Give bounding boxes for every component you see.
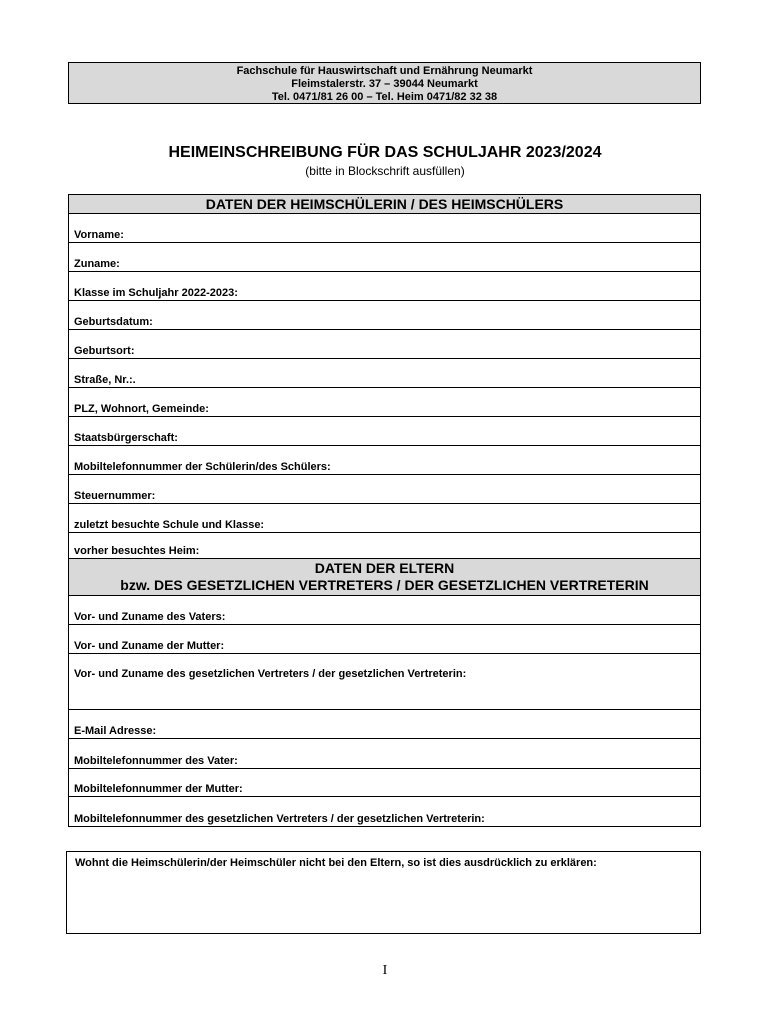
field-label: Vor- und Zuname des Vaters:: [74, 611, 226, 623]
section-student-heading: DATEN DER HEIMSCHÜLERIN / DES HEIMSCHÜLERS: [69, 195, 700, 214]
field-label: Staatsbürgerschaft:: [74, 432, 178, 444]
field-label: Vor- und Zuname der Mutter:: [74, 640, 225, 652]
section-parents-heading-line1: DATEN DER ELTERN: [314, 560, 455, 576]
field-last-name[interactable]: [69, 243, 700, 272]
field-father-name[interactable]: [69, 596, 700, 625]
field-label: Mobiltelefonnummer der Schülerin/des Schülers:: [74, 461, 331, 473]
field-email[interactable]: [69, 710, 700, 739]
field-birth-date[interactable]: [69, 301, 700, 330]
field-label: PLZ, Wohnort, Gemeinde:: [74, 403, 209, 415]
registration-form: [68, 194, 701, 827]
field-first-name[interactable]: [69, 214, 700, 243]
field-father-mobile[interactable]: [69, 739, 700, 769]
page-number: I: [382, 963, 388, 978]
field-label: Geburtsdatum:: [74, 316, 153, 328]
field-street[interactable]: [69, 359, 700, 388]
school-name: Fachschule für Hauswirtschaft und Ernährung Neumarkt: [236, 65, 533, 77]
field-previous-dorm[interactable]: [69, 533, 700, 559]
field-guardian-name[interactable]: [69, 654, 700, 710]
field-label: Mobiltelefonnummer des Vater:: [74, 755, 238, 767]
field-label: E-Mail Adresse:: [74, 725, 157, 737]
field-citizenship[interactable]: [69, 417, 700, 446]
field-birth-place[interactable]: [69, 330, 700, 359]
section-parents-heading-line2: bzw. DES GESETZLICHEN VERTRETERS / DER GESETZLICHEN VERTRETERIN: [120, 577, 649, 593]
field-tax-number[interactable]: [69, 475, 700, 504]
field-label: Geburtsort:: [74, 345, 135, 357]
residence-declaration-label: Wohnt die Heimschülerin/der Heimschüler nicht bei den Eltern, so ist dies ausdrücklich zu erklären:: [75, 857, 597, 869]
field-label: zuletzt besuchte Schule und Klasse:: [74, 519, 265, 531]
school-address: Fleimstalerstr. 37 – 39044 Neumarkt: [291, 78, 478, 90]
school-header-box: [68, 62, 701, 104]
field-label: Klasse im Schuljahr 2022-2023:: [74, 287, 238, 299]
field-class[interactable]: [69, 272, 700, 301]
page-subtitle: (bitte in Blockschrift ausfüllen): [305, 164, 465, 178]
field-label: Steuernummer:: [74, 490, 156, 502]
field-label: Mobiltelefonnummer der Mutter:: [74, 783, 243, 795]
field-label: Straße, Nr.:.: [74, 374, 136, 386]
field-mother-mobile[interactable]: [69, 769, 700, 797]
field-student-mobile[interactable]: [69, 446, 700, 475]
residence-declaration-box[interactable]: [66, 851, 701, 934]
field-label: Vor- und Zuname des gesetzlichen Vertreters / der gesetzlichen Vertreterin:: [74, 668, 467, 680]
section-parents-heading: [69, 559, 700, 596]
field-label: Mobiltelefonnummer des gesetzlichen Vertreters / der gesetzlichen Vertreterin:: [74, 813, 485, 825]
field-last-school[interactable]: [69, 504, 700, 533]
field-mother-name[interactable]: [69, 625, 700, 654]
page-title: HEIMEINSCHREIBUNG FÜR DAS SCHULJAHR 2023/2024: [168, 144, 602, 161]
field-label: Vorname:: [74, 229, 124, 241]
field-postcode-city[interactable]: [69, 388, 700, 417]
field-guardian-mobile[interactable]: [69, 797, 700, 826]
field-label: Zuname:: [74, 258, 120, 270]
school-phone: Tel. 0471/81 26 00 – Tel. Heim 0471/82 32 38: [271, 91, 498, 103]
field-label: vorher besuchtes Heim:: [74, 545, 200, 557]
